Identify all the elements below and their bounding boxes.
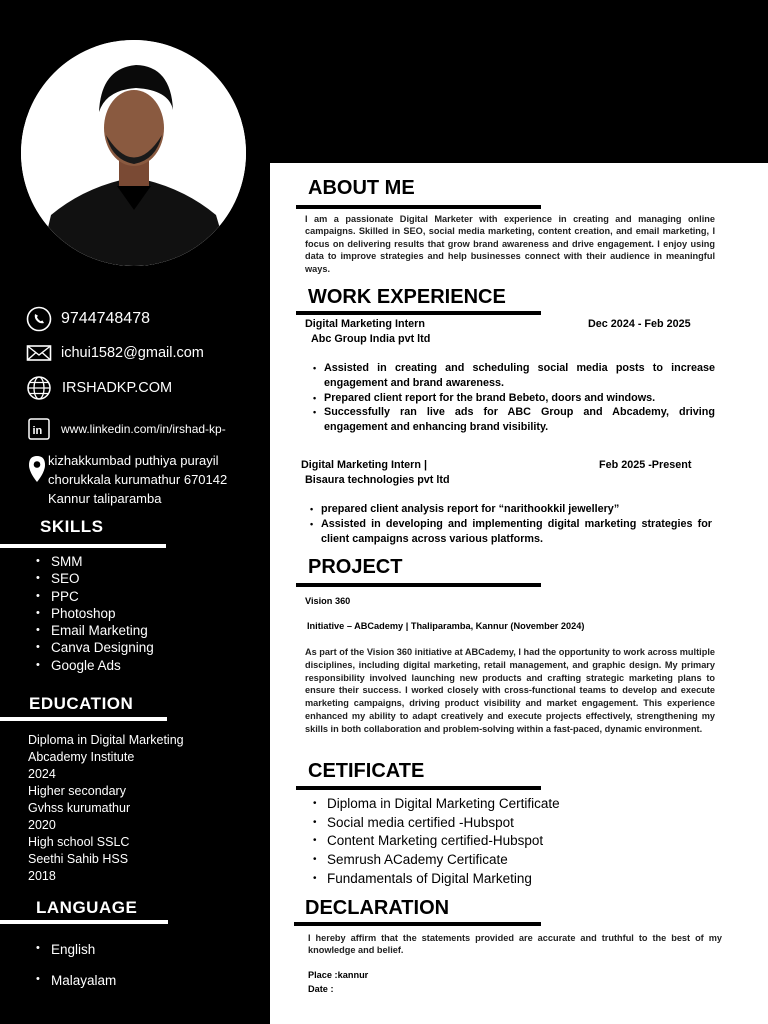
- address-line: kizhakkumbad puthiya purayil: [48, 453, 219, 468]
- about-heading: ABOUT ME: [308, 177, 415, 199]
- experience-heading: WORK EXPERIENCE: [308, 286, 506, 308]
- job-point: • prepared client analysis report for “narithookkil jewellery”: [310, 502, 712, 517]
- address-line: Kannur taliparamba: [48, 491, 162, 506]
- job-dates: Feb 2025 -Present: [599, 459, 692, 471]
- certificate-divider: [296, 786, 541, 790]
- mail-icon: [26, 340, 52, 366]
- email-text: ichui1582@gmail.com: [61, 345, 204, 361]
- phone-text: 9744748478: [61, 310, 150, 327]
- job-point: • Successfully ran live ads for ABC Group and Abcademy, driving engagement and enhancing brand visibility.: [313, 405, 715, 435]
- linkedin-icon: [26, 416, 52, 442]
- job-point: • Assisted in creating and scheduling social media posts to increase engagement and brand awareness.: [313, 361, 715, 391]
- skill-item: • Photoshop: [36, 605, 154, 622]
- declaration-date: Date :: [308, 984, 334, 994]
- language-divider: [0, 920, 168, 924]
- certificate-heading: CETIFICATE: [308, 760, 425, 782]
- certificate-item: • Social media certified -Hubspot: [313, 814, 560, 833]
- education-heading: EDUCATION: [29, 694, 134, 713]
- about-divider: [296, 205, 541, 209]
- education-line: High school SSLC: [28, 835, 130, 849]
- declaration-text: I hereby affirm that the statements provided are accurate and truthful to the best of my knowledge and belief.: [308, 933, 722, 956]
- skill-item: • Canva Designing: [36, 639, 154, 656]
- skill-item: • SEO: [36, 570, 154, 587]
- job-title: Digital Marketing Intern |: [301, 459, 427, 471]
- skills-heading: SKILLS: [40, 517, 104, 536]
- contact-linkedin[interactable]: [26, 416, 226, 442]
- job-title-header: DIGITAL MARKETER: [405, 96, 597, 115]
- certificate-item: • Semrush ACademy Certificate: [313, 851, 560, 870]
- language-list: [36, 942, 116, 988]
- education-line: 2024: [28, 767, 56, 781]
- contact-email[interactable]: [26, 340, 204, 366]
- certificate-item: • Diploma in Digital Marketing Certificate: [313, 795, 560, 814]
- project-heading: PROJECT: [308, 556, 403, 578]
- job-title: Digital Marketing Intern: [305, 318, 425, 330]
- project-text: As part of the Vision 360 initiative at ABCademy, I had the opportunity to work across multiple disciplines, including digital marketing, retail management, and graphic design. My primary responsibility involved launching new products and crafting strategic marketing plans to ensure their success. I worked closely with cross-functional teams to develop and execute marketing campaigns, driving product visibility and market engagement. This experience enhanced my ability to adapt creatively and execute projects effectively, strengthening my skills in both collaboration and problem-solving within a fast-paced, dynamic environment.: [305, 647, 715, 734]
- language-heading: LANGUAGE: [36, 898, 138, 917]
- contact-website[interactable]: [26, 375, 172, 401]
- contact-address: [26, 451, 227, 508]
- person-name: IRSHAD KP: [353, 37, 630, 90]
- language-item: • Malayalam: [36, 973, 116, 988]
- certificate-list: [313, 795, 560, 889]
- education-line: Seethi Sahib HSS: [28, 852, 129, 866]
- education-list: [28, 732, 184, 885]
- education-line: Diploma in Digital Marketing: [28, 733, 184, 747]
- certificate-item: • Content Marketing certified-Hubspot: [313, 832, 560, 851]
- education-line: 2020: [28, 818, 56, 832]
- education-divider: [0, 717, 167, 721]
- globe-icon: [26, 375, 52, 401]
- education-line: 2018: [28, 869, 56, 883]
- job-point: • Prepared client report for the brand Bebeto, doors and windows.: [313, 391, 715, 406]
- job-dates: Dec 2024 - Feb 2025: [588, 318, 691, 330]
- contact-phone[interactable]: [26, 306, 150, 332]
- svg-text:in: in: [32, 425, 43, 437]
- profile-photo: [21, 40, 246, 266]
- skills-divider: [0, 544, 166, 548]
- job-company: Bisaura technologies pvt ltd: [305, 474, 450, 486]
- skills-list: [36, 553, 154, 674]
- linkedin-text: www.linkedin.com/in/irshad-kp-: [61, 422, 226, 436]
- declaration-place: Place :kannur: [308, 970, 369, 980]
- declaration-heading: DECLARATION: [305, 897, 450, 919]
- phone-icon: [26, 306, 52, 332]
- education-line: Abcademy Institute: [28, 750, 135, 764]
- skill-item: • SMM: [36, 553, 154, 570]
- experience-divider: [296, 311, 541, 315]
- about-text: I am a passionate Digital Marketer with experience in creating and managing online campaigns. Skilled in SEO, social media marketing, content creation, and email marketing, I focus on delivering results that grow brand awareness and drive engagement. I enjoy using data to improve strategies and help businesses connect with their audience in meaningful ways.: [305, 214, 715, 274]
- language-item: • English: [36, 942, 116, 957]
- location-pin-icon: [26, 451, 48, 487]
- education-line: Gvhss kurumathur: [28, 801, 131, 815]
- website-text: IRSHADKP.COM: [62, 380, 173, 396]
- address-lines: [48, 451, 227, 508]
- project-subtitle: Initiative – ABCademy | Thaliparamba, Kannur (November 2024): [307, 621, 585, 631]
- project-name: Vision 360: [305, 596, 351, 606]
- skill-item: • Email Marketing: [36, 622, 154, 639]
- skill-item: • PPC: [36, 588, 154, 605]
- project-divider: [296, 583, 541, 587]
- job-points: [310, 502, 712, 546]
- job-company: Abc Group India pvt ltd: [311, 333, 431, 345]
- certificate-item: • Fundamentals of Digital Marketing: [313, 870, 560, 889]
- education-line: Higher secondary: [28, 784, 126, 798]
- job-points: [313, 361, 715, 435]
- job-point: • Assisted in developing and implementing digital marketing strategies for client campaigns across various platforms.: [310, 517, 712, 547]
- address-line: chorukkala kurumathur 670142: [48, 472, 228, 487]
- declaration-divider: [294, 922, 541, 926]
- skill-item: • Google Ads: [36, 657, 154, 674]
